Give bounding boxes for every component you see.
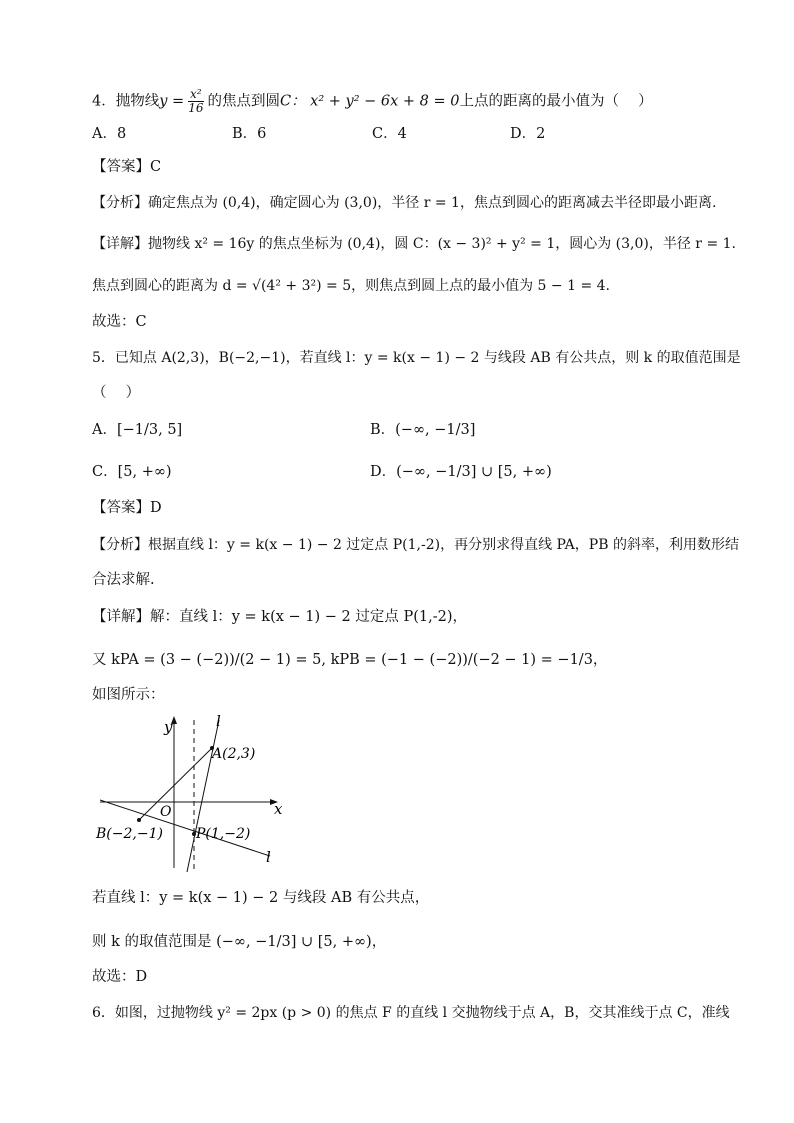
q4-option-c: C．4 bbox=[372, 126, 407, 142]
q4-option-b: B．6 bbox=[232, 126, 267, 142]
q5-conclusion-2: 则 k 的取值范围是 (−∞, −1/3] ∪ [5, +∞)， bbox=[92, 934, 387, 950]
q5-detail-1 bbox=[92, 607, 467, 627]
line-l-steep bbox=[187, 720, 219, 872]
q5-conclusion-1: 若直线 l：y = k(x − 1) − 2 与线段 AB 有公共点， bbox=[92, 890, 430, 906]
q4-frac-den: 16 bbox=[188, 101, 204, 115]
q5-detail-2: 又 kPA = (3 − (−2))/(2 − 1) = 5, kPB = (−1 − (−2))/(−2 − 1) = −1/3， bbox=[92, 652, 608, 668]
q5-analysis-2: 合法求解. bbox=[92, 572, 155, 588]
q5-answer bbox=[92, 498, 162, 518]
q4-choose: 故选：C bbox=[92, 314, 147, 330]
q5-option-a: A．[−1/3, 5] bbox=[92, 422, 183, 438]
q5-detail-1-text: 解：直线 l：y = k(x − 1) − 2 过定点 P(1,-2)， bbox=[150, 609, 468, 625]
q4-stem-mid: 的焦点到圆 bbox=[207, 93, 280, 110]
segment-ab bbox=[139, 748, 212, 820]
q4-detail-tag: 【详解】 bbox=[92, 236, 148, 252]
q5-answer-value: D bbox=[150, 500, 162, 516]
q4-analysis-text: 确定焦点为 (0,4)，确定圆心为 (3,0)，半径 r = 1，焦点到圆心的距离减去半径即最小距离. bbox=[148, 195, 717, 211]
q5-figure-caption: 如图所示： bbox=[92, 687, 165, 703]
point-b-dot bbox=[137, 818, 141, 822]
q4-answer-value: C bbox=[150, 159, 162, 175]
point-p-label: P(1,−2) bbox=[196, 826, 251, 842]
q5-answer-tag: 【答案】 bbox=[92, 500, 150, 516]
q5-figure bbox=[90, 710, 290, 880]
q4-circle-eq: C： x² + y² − 6x + 8 = 0 bbox=[279, 93, 460, 110]
q5-stem-2: （ ） bbox=[92, 385, 141, 401]
q4-analysis-tag: 【分析】 bbox=[92, 195, 148, 211]
y-axis-label: y bbox=[164, 718, 173, 736]
origin-label: O bbox=[160, 804, 172, 820]
q4-detail-2: 焦点到圆心的距离为 d = √(4² + 3²) = 5，则焦点到圆上点的最小值为 5 − 1 = 4. bbox=[92, 278, 610, 294]
q4-detail-1 bbox=[92, 234, 736, 254]
point-a-label: A(2,3) bbox=[212, 746, 256, 762]
q5-choose: 故选：D bbox=[92, 969, 148, 985]
q4-option-a: A．8 bbox=[92, 126, 127, 142]
q4-answer-tag: 【答案】 bbox=[92, 159, 150, 175]
x-axis-label: x bbox=[274, 800, 283, 818]
q5-analysis-1 bbox=[92, 535, 739, 555]
q5-analysis-tag: 【分析】 bbox=[92, 537, 148, 553]
q6-stem: 6．如图，过抛物线 y² = 2px (p > 0) 的焦点 F 的直线 l 交抛物线于点 A，B，交其准线于点 C，准线 bbox=[92, 1005, 730, 1021]
q4-option-d: D．2 bbox=[510, 126, 546, 142]
q4-analysis bbox=[92, 193, 716, 213]
q4-frac-num: x² bbox=[190, 87, 202, 101]
line-l-right-label: l bbox=[266, 848, 271, 866]
point-b-label: B(−2,−1) bbox=[96, 826, 163, 842]
line-l-top-label: l bbox=[216, 712, 221, 730]
q5-option-b: B．(−∞, −1/3] bbox=[370, 422, 476, 438]
q4-stem-suffix: 上点的距离的最小值为（ ） bbox=[459, 93, 653, 110]
q5-analysis-1-text: 根据直线 l：y = k(x − 1) − 2 过定点 P(1,-2)，再分别求得直线 PA，PB 的斜率，利用数形结 bbox=[148, 537, 739, 553]
q5-option-c: C．[5, +∞) bbox=[92, 464, 172, 480]
q5-option-d: D．(−∞, −1/3] ∪ [5, +∞) bbox=[370, 464, 552, 480]
q4-stem-prefix: 4．抛物线 bbox=[92, 93, 160, 110]
q4-parabola-lhs: y = bbox=[159, 93, 185, 110]
q4-parabola-fraction bbox=[186, 88, 205, 115]
q5-stem-1: 5．已知点 A(2,3)，B(−2,−1)，若直线 l：y = k(x − 1) − 2 与线段 AB 有公共点，则 k 的取值范围是 bbox=[92, 350, 741, 366]
q5-detail-tag: 【详解】 bbox=[92, 609, 150, 625]
q4-detail-1-text: 抛物线 x² = 16y 的焦点坐标为 (0,4)，圆 C：(x − 3)² + y² = 1，圆心为 (3,0)，半径 r = 1. bbox=[148, 236, 736, 252]
q4-stem bbox=[92, 88, 653, 115]
q4-answer bbox=[92, 157, 161, 177]
